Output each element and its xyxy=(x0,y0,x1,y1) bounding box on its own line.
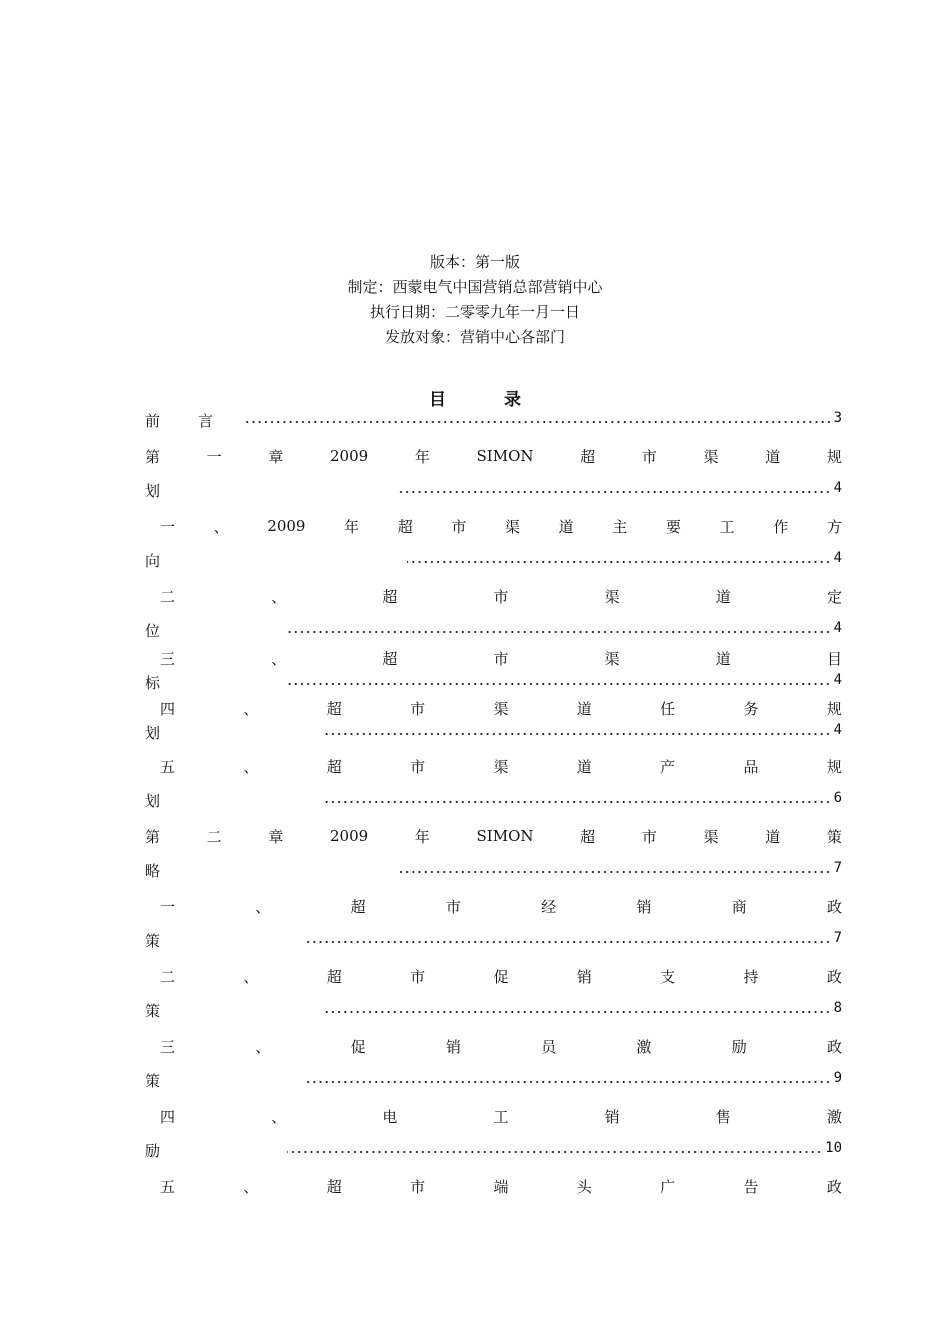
toc-entry-word: 一 xyxy=(160,517,176,536)
toc-entry-word: 市 xyxy=(410,699,426,718)
toc-entry-word: 超 xyxy=(382,649,398,668)
toc-entry-word: 市 xyxy=(410,967,426,986)
toc-entry-word: 2009 xyxy=(330,447,369,465)
toc-entry-word: 道 xyxy=(765,447,781,466)
toc-entry-word: 道 xyxy=(576,699,592,718)
toc-leader-dots xyxy=(305,936,831,948)
toc-page-number: 9 xyxy=(833,1070,842,1086)
toc-page-number: 7 xyxy=(833,930,842,946)
toc-entry-word: 道 xyxy=(558,517,574,536)
toc-entry-word: 电 xyxy=(382,1107,398,1126)
date-line: 执行日期：二零零九年一月一日 xyxy=(369,303,580,321)
toc-entry-continuation[interactable] xyxy=(145,1140,842,1164)
toc-entry-word: 渠 xyxy=(505,517,521,536)
toc-entry-word: 、 xyxy=(243,699,259,718)
toc-entry-word: 四 xyxy=(160,699,176,718)
toc-entry-label: 向 xyxy=(145,552,161,570)
toc-entry-word: 一 xyxy=(160,897,176,916)
toc-page-number: 4 xyxy=(833,722,842,738)
toc-leader-dots xyxy=(397,486,831,498)
toc-entry-word: 售 xyxy=(715,1107,731,1126)
toc-entry-word: 政 xyxy=(826,1177,842,1196)
toc-leader-dots xyxy=(397,866,831,878)
toc-page-number: 7 xyxy=(833,860,842,876)
toc-entry-word: 市 xyxy=(445,897,461,916)
toc-entry-word: 三 xyxy=(160,1037,176,1056)
toc-entry-word: 、 xyxy=(255,897,271,916)
toc-entry-word: 章 xyxy=(268,447,284,466)
toc-entry-word: 市 xyxy=(410,757,426,776)
toc-leader-dots xyxy=(287,678,831,690)
toc-entry-continuation[interactable] xyxy=(145,620,842,644)
toc-entry-word: 市 xyxy=(641,827,657,846)
toc-entry-word: 销 xyxy=(636,897,652,916)
toc-entry[interactable] xyxy=(145,410,842,434)
toc-entry-word: 、 xyxy=(271,649,287,668)
toc-entry-word: 年 xyxy=(344,517,360,536)
toc-page-number: 4 xyxy=(833,672,842,688)
toc-entry-word: 渠 xyxy=(703,447,719,466)
toc-entry-word: 道 xyxy=(715,587,731,606)
toc-entry-word: 五 xyxy=(160,757,176,776)
toc-entry-word: 员 xyxy=(541,1037,557,1056)
toc-entry-word: 品 xyxy=(743,757,759,776)
toc-entry[interactable] xyxy=(160,584,842,608)
toc-entry-word: 激 xyxy=(826,1107,842,1126)
toc-entry-label xyxy=(145,410,213,431)
toc-entry-word: 四 xyxy=(160,1107,176,1126)
toc-entry[interactable] xyxy=(145,824,842,848)
toc-entry-word: SIMON xyxy=(476,447,534,465)
toc-entry-word: 、 xyxy=(243,967,259,986)
toc-entry-word: 头 xyxy=(576,1177,592,1196)
toc-leader-dots xyxy=(287,626,831,638)
toc-entry-word: 市 xyxy=(410,1177,426,1196)
toc-entry-word: 作 xyxy=(773,517,789,536)
toc-entry-word: 政 xyxy=(826,897,842,916)
toc-entry-word: 经 xyxy=(541,897,557,916)
toc-entry-word: 言 xyxy=(198,412,214,430)
toc-page-number: 4 xyxy=(833,480,842,496)
toc-entry-word: 任 xyxy=(660,699,676,718)
toc-leader-dots xyxy=(245,416,832,428)
toc-entry-word: 规 xyxy=(826,757,842,776)
toc-entry-word: 超 xyxy=(397,517,413,536)
toc-leader-dots xyxy=(305,1076,831,1088)
toc-entry-continuation[interactable] xyxy=(145,672,842,696)
toc-entry-label: 划 xyxy=(145,792,161,810)
toc-entry-word: 超 xyxy=(382,587,398,606)
toc-entry-word: 规 xyxy=(826,699,842,718)
toc-page-number: 4 xyxy=(833,620,842,636)
toc-entry-word: 道 xyxy=(765,827,781,846)
toc-entry-word: 超 xyxy=(580,827,596,846)
toc-entry-word: 政 xyxy=(826,1037,842,1056)
toc-entry-word: 、 xyxy=(243,1177,259,1196)
toc-entry-word: 、 xyxy=(243,757,259,776)
toc-entry-label: 划 xyxy=(145,482,161,500)
toc-entry-continuation[interactable] xyxy=(145,722,842,746)
toc-entry-word: 章 xyxy=(268,827,284,846)
toc-entry-word: 告 xyxy=(743,1177,759,1196)
toc-entry[interactable] xyxy=(145,444,842,468)
toc-page-number: 4 xyxy=(833,550,842,566)
toc-entry-continuation[interactable] xyxy=(145,480,842,504)
document-meta xyxy=(0,250,950,350)
toc-entry[interactable] xyxy=(160,1034,842,1058)
toc-entry-label: 划 xyxy=(145,724,161,742)
toc-leader-dots xyxy=(322,796,831,808)
toc-entry-word: 、 xyxy=(271,1107,287,1126)
toc-entry-word: 年 xyxy=(414,447,430,466)
toc-entry-word: 目 xyxy=(826,649,842,668)
toc-entry-word: 渠 xyxy=(703,827,719,846)
toc-entry-word: 二 xyxy=(160,967,176,986)
toc-entry-word: 、 xyxy=(271,587,287,606)
toc-entry-label: 标 xyxy=(145,674,161,692)
toc-entry-word: 2009 xyxy=(267,517,306,535)
toc-entry-word: 超 xyxy=(326,967,342,986)
toc-entry-label: 位 xyxy=(145,622,161,640)
author-line: 制定：西蒙电气中国营销总部营销中心 xyxy=(347,278,603,296)
toc-entry[interactable] xyxy=(160,514,842,538)
toc-entry-word: 一 xyxy=(206,447,222,466)
toc-entry-word: 渠 xyxy=(604,649,620,668)
toc-entry-continuation[interactable] xyxy=(145,790,842,814)
toc-page-number: 6 xyxy=(833,790,842,806)
toc-entry-continuation[interactable] xyxy=(145,1070,842,1094)
toc-entry-word: 超 xyxy=(350,897,366,916)
toc-entry-word: 2009 xyxy=(330,827,369,845)
toc-entry-word: 渠 xyxy=(493,757,509,776)
toc-entry[interactable] xyxy=(160,696,842,720)
toc-entry-word: 励 xyxy=(731,1037,747,1056)
toc-entry-word: 促 xyxy=(493,967,509,986)
toc-entry-word: 渠 xyxy=(493,699,509,718)
toc-entry-word: 前 xyxy=(145,412,161,430)
toc-entry-word: 支 xyxy=(660,967,676,986)
toc-entry-word: 工 xyxy=(493,1107,509,1126)
toc-entry-word: 销 xyxy=(576,967,592,986)
toc-entry-label: 略 xyxy=(145,862,161,880)
toc-entry[interactable] xyxy=(160,1174,842,1198)
toc-entry-word: 渠 xyxy=(604,587,620,606)
toc-entry-word: 道 xyxy=(715,649,731,668)
toc-entry[interactable] xyxy=(160,1104,842,1128)
toc-entry-word: 策 xyxy=(826,827,842,846)
toc-entry-label: 励 xyxy=(145,1142,161,1160)
toc-entry-word: 超 xyxy=(326,699,342,718)
toc-page-number: 8 xyxy=(833,1000,842,1016)
toc-entry-word: 超 xyxy=(326,1177,342,1196)
toc-entry-label: 策 xyxy=(145,1072,161,1090)
toc-entry-word: 、 xyxy=(213,517,229,536)
toc-entry-word: 第 xyxy=(145,827,161,846)
toc-entry-word: 产 xyxy=(660,757,676,776)
toc-entry-word: 务 xyxy=(743,699,759,718)
toc-entry-label: 策 xyxy=(145,932,161,950)
toc-entry-word: 三 xyxy=(160,649,176,668)
toc-entry-word: 广 xyxy=(660,1177,676,1196)
toc-entry-word: 销 xyxy=(604,1107,620,1126)
toc-entry-word: 超 xyxy=(580,447,596,466)
toc-leader-dots xyxy=(322,728,831,740)
toc-entry-word: 定 xyxy=(826,587,842,606)
toc-entry-word: 激 xyxy=(636,1037,652,1056)
toc-page-number: 3 xyxy=(833,410,842,426)
toc-title: 目 录 xyxy=(429,390,547,410)
toc-entry-continuation[interactable] xyxy=(145,550,842,574)
toc-entry-word: 市 xyxy=(451,517,467,536)
toc-entry-word: 第 xyxy=(145,447,161,466)
toc-entry-word: 主 xyxy=(612,517,628,536)
toc-entry-word: 促 xyxy=(350,1037,366,1056)
toc-entry-continuation[interactable] xyxy=(145,860,842,884)
toc-entry-continuation[interactable] xyxy=(145,1000,842,1024)
audience-line: 发放对象：营销中心各部门 xyxy=(384,328,565,346)
toc-entry-word: 市 xyxy=(493,587,509,606)
toc-entry[interactable] xyxy=(160,646,842,670)
toc-entry-continuation[interactable] xyxy=(145,930,842,954)
toc-entry-word: 超 xyxy=(326,757,342,776)
toc-entry-word: 商 xyxy=(731,897,747,916)
toc-entry-word: 年 xyxy=(414,827,430,846)
toc-entry-word: 销 xyxy=(445,1037,461,1056)
toc-entry-label: 策 xyxy=(145,1002,161,1020)
toc-entry-word: 端 xyxy=(493,1177,509,1196)
toc-entry[interactable] xyxy=(160,964,842,988)
toc-entry-word: 市 xyxy=(493,649,509,668)
toc-entry-word: 方 xyxy=(826,517,842,536)
toc-entry-word: 持 xyxy=(743,967,759,986)
toc-entry[interactable] xyxy=(160,894,842,918)
toc-entry[interactable] xyxy=(160,754,842,778)
toc-entry-word: 政 xyxy=(826,967,842,986)
version-line: 版本：第一版 xyxy=(429,253,520,271)
toc-entry-word: 要 xyxy=(665,517,681,536)
toc-entry-word: 道 xyxy=(576,757,592,776)
toc-entry-word: SIMON xyxy=(476,827,534,845)
toc-entry-word: 工 xyxy=(719,517,735,536)
toc-entry-word: 规 xyxy=(826,447,842,466)
toc-entry-word: 五 xyxy=(160,1177,176,1196)
toc-leader-dots xyxy=(407,556,831,568)
toc-leader-dots xyxy=(287,1146,822,1158)
toc-leader-dots xyxy=(322,1006,831,1018)
toc-page-number: 10 xyxy=(825,1140,842,1156)
toc-entry-word: 市 xyxy=(641,447,657,466)
toc-entry-word: 二 xyxy=(206,827,222,846)
toc-entry-word: 二 xyxy=(160,587,176,606)
toc-entry-word: 、 xyxy=(255,1037,271,1056)
